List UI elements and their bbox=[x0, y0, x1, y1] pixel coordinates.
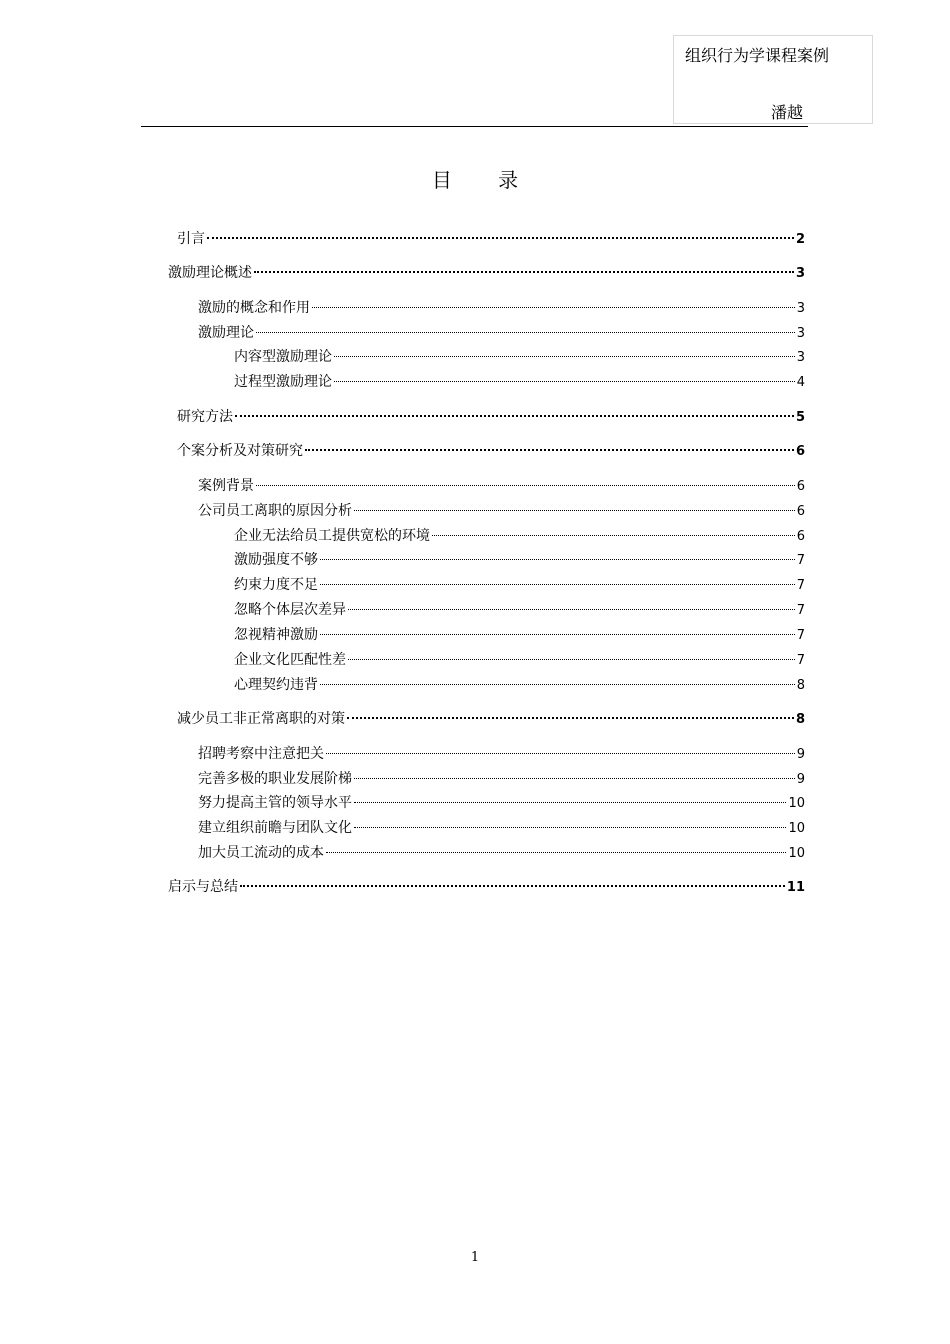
toc-entry-page: 10 bbox=[788, 796, 805, 811]
toc-entry[interactable] bbox=[177, 440, 805, 462]
toc-entry-page: 4 bbox=[796, 375, 805, 390]
toc-leader bbox=[432, 535, 795, 536]
toc-entry-page: 6 bbox=[796, 529, 805, 544]
toc-leader bbox=[320, 634, 795, 635]
toc-leader bbox=[334, 381, 795, 382]
toc-leader bbox=[326, 852, 786, 853]
toc-entry-page: 8 bbox=[796, 678, 805, 693]
toc-leader bbox=[256, 332, 795, 333]
toc-entry-label: 忽略个体层次差异 bbox=[234, 602, 346, 618]
toc-entry-label: 案例背景 bbox=[198, 478, 254, 494]
toc-entry-label: 激励理论概述 bbox=[168, 265, 252, 281]
toc-entry-label: 企业无法给员工提供宽松的环境 bbox=[234, 528, 430, 544]
toc-leader bbox=[354, 802, 786, 803]
toc-entry[interactable] bbox=[198, 743, 805, 765]
toc-entry[interactable] bbox=[168, 876, 805, 898]
toc-entry-label: 过程型激励理论 bbox=[234, 374, 332, 390]
toc-entry-page: 10 bbox=[788, 846, 805, 861]
toc-leader bbox=[320, 684, 795, 685]
toc-leader bbox=[348, 659, 795, 660]
toc-entry-page: 3 bbox=[796, 350, 805, 365]
toc-leader bbox=[305, 449, 794, 451]
toc-entry[interactable] bbox=[177, 228, 805, 250]
toc-leader bbox=[256, 485, 795, 486]
toc-entry-page: 7 bbox=[796, 553, 805, 568]
toc-leader bbox=[235, 415, 794, 417]
toc-entry-label: 公司员工离职的原因分析 bbox=[198, 503, 352, 519]
toc-entry-label: 建立组织前瞻与团队文化 bbox=[198, 820, 352, 836]
toc-entry[interactable] bbox=[198, 842, 805, 864]
toc-entry[interactable] bbox=[234, 371, 805, 393]
toc-entry-page: 3 bbox=[796, 326, 805, 341]
toc-leader bbox=[347, 717, 794, 719]
toc-entry[interactable] bbox=[198, 500, 805, 522]
toc-entry[interactable] bbox=[198, 817, 805, 839]
toc-entry-label: 心理契约违背 bbox=[234, 677, 318, 693]
toc-entry-page: 5 bbox=[795, 410, 805, 425]
toc-entry[interactable] bbox=[198, 768, 805, 790]
toc-leader bbox=[354, 778, 795, 779]
toc-entry-page: 11 bbox=[786, 880, 805, 895]
header-rule bbox=[141, 126, 808, 127]
toc-leader bbox=[320, 559, 795, 560]
toc-entry[interactable] bbox=[198, 475, 805, 497]
toc-entry-label: 努力提高主管的领导水平 bbox=[198, 795, 352, 811]
toc-entry-label: 内容型激励理论 bbox=[234, 349, 332, 365]
toc-leader bbox=[312, 307, 795, 308]
toc-entry[interactable] bbox=[234, 346, 805, 368]
toc-entry-label: 企业文化匹配性差 bbox=[234, 652, 346, 668]
toc-leader bbox=[240, 885, 785, 887]
toc-entry-page: 2 bbox=[795, 232, 805, 247]
toc-entry-label: 忽视精神激励 bbox=[234, 627, 318, 643]
toc-leader bbox=[354, 510, 795, 511]
toc-entry-page: 7 bbox=[796, 578, 805, 593]
toc-entry-page: 6 bbox=[795, 444, 805, 459]
toc-entry[interactable] bbox=[234, 599, 805, 621]
toc-entry-label: 完善多极的职业发展阶梯 bbox=[198, 771, 352, 787]
toc-entry-page: 9 bbox=[796, 772, 805, 787]
toc-entry-label: 约束力度不足 bbox=[234, 577, 318, 593]
toc-entry-page: 9 bbox=[796, 747, 805, 762]
toc-leader bbox=[348, 609, 795, 610]
toc-entry-page: 7 bbox=[796, 628, 805, 643]
toc-entry[interactable] bbox=[234, 624, 805, 646]
toc-entry-label: 个案分析及对策研究 bbox=[177, 443, 303, 459]
running-header bbox=[673, 35, 873, 124]
toc-entry-label: 引言 bbox=[177, 231, 205, 247]
toc-entry-label: 加大员工流动的成本 bbox=[198, 845, 324, 861]
toc-entry[interactable] bbox=[198, 297, 805, 319]
page-number: 1 bbox=[470, 1250, 480, 1265]
toc-entry-label: 启示与总结 bbox=[168, 879, 238, 895]
toc-entry-page: 7 bbox=[796, 653, 805, 668]
toc-entry-page: 6 bbox=[796, 504, 805, 519]
header-author: 潘越 bbox=[771, 103, 804, 122]
toc-entry-label: 激励理论 bbox=[198, 325, 254, 341]
toc-entry[interactable] bbox=[234, 674, 805, 696]
toc-entry-page: 6 bbox=[796, 479, 805, 494]
toc-entry-label: 激励的概念和作用 bbox=[198, 300, 310, 316]
toc-entry-page: 10 bbox=[788, 821, 805, 836]
toc-entry[interactable] bbox=[198, 792, 805, 814]
toc-entry[interactable] bbox=[177, 406, 805, 428]
toc-entry-page: 3 bbox=[795, 266, 805, 281]
toc-entry-label: 研究方法 bbox=[177, 409, 233, 425]
toc-leader bbox=[320, 584, 795, 585]
toc-entry[interactable] bbox=[234, 649, 805, 671]
toc-leader bbox=[334, 356, 795, 357]
toc-entry-label: 激励强度不够 bbox=[234, 552, 318, 568]
toc-leader bbox=[207, 237, 794, 239]
toc-entry[interactable] bbox=[234, 574, 805, 596]
toc-entry[interactable] bbox=[234, 549, 805, 571]
toc-leader bbox=[354, 827, 786, 828]
header-title: 组织行为学课程案例 bbox=[685, 46, 830, 65]
toc-entry[interactable] bbox=[234, 525, 805, 547]
toc-entry-page: 7 bbox=[796, 603, 805, 618]
toc-title: 目 录 bbox=[431, 168, 539, 192]
toc-entry[interactable] bbox=[177, 708, 805, 730]
toc-entry-label: 招聘考察中注意把关 bbox=[198, 746, 324, 762]
toc-entry-page: 8 bbox=[795, 712, 805, 727]
toc-entry[interactable] bbox=[168, 262, 805, 284]
toc-leader bbox=[326, 753, 795, 754]
toc-entry-page: 3 bbox=[796, 301, 805, 316]
toc-leader bbox=[254, 271, 794, 273]
toc-entry[interactable] bbox=[198, 322, 805, 344]
toc-entry-label: 减少员工非正常离职的对策 bbox=[177, 711, 345, 727]
